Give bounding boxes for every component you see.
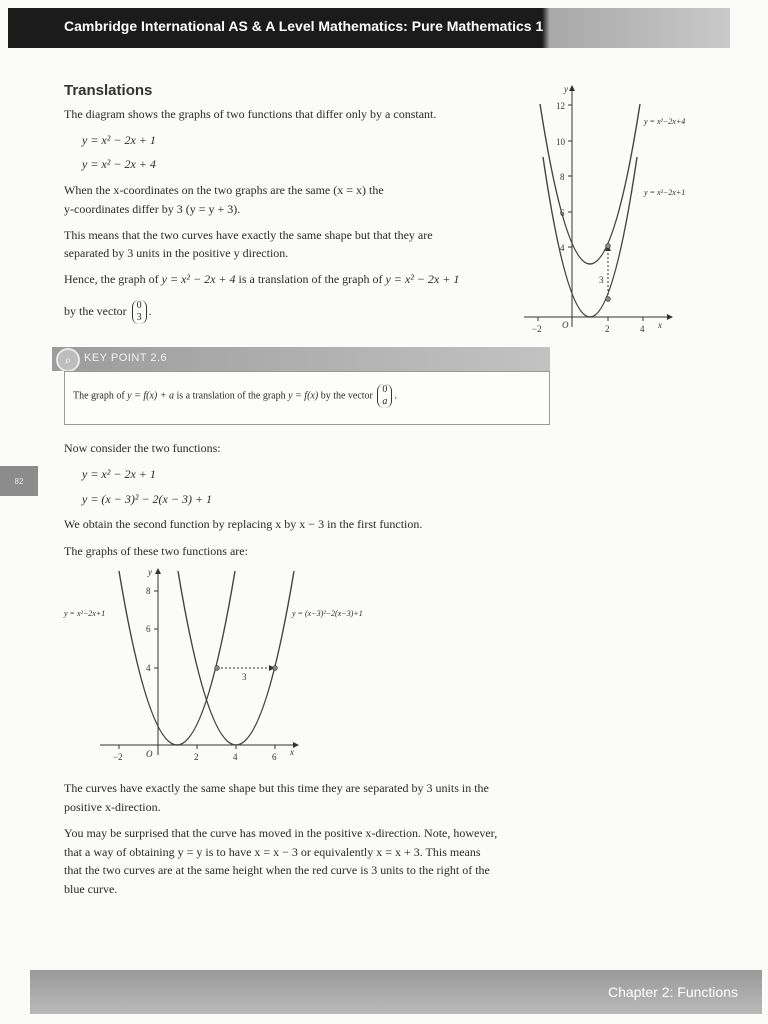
origin-label: O <box>146 749 153 759</box>
y-tick-4: 4 <box>146 663 151 673</box>
x-tick-2: 2 <box>194 752 199 762</box>
section2-paragraph-4a: You may be surprised that the curve has moved in the positive x-direction. Note, however, <box>64 826 498 840</box>
graph-vertical-translation <box>520 82 720 342</box>
y-axis-label: y <box>148 567 152 577</box>
y-tick-8: 8 <box>560 172 565 182</box>
curve-lower <box>543 157 637 317</box>
y-tick-6: 6 <box>146 624 151 634</box>
paragraph-3-start: Hence, the graph of <box>64 272 159 286</box>
paragraph-3-eq1: y = x² − 2x + 4 <box>161 272 236 286</box>
curve-upper <box>540 104 640 264</box>
shift-label: 3 <box>599 275 604 285</box>
section2-paragraph-3a: The curves have exactly the same shape but this time they are separated by 3 units in the <box>64 781 489 795</box>
section2-paragraph-1: We obtain the second function by replacing x by x − 3 in the first function. <box>64 517 423 531</box>
x-tick-2: 2 <box>605 324 610 334</box>
paragraph-3 <box>64 271 459 288</box>
magnifier-icon: ⌕ <box>56 348 80 372</box>
section2-paragraph-4d: blue curve. <box>64 882 118 896</box>
key-point-vector <box>377 384 392 408</box>
curve-original <box>119 571 235 745</box>
section2-paragraph-2: The graphs of these two functions are: <box>64 544 248 558</box>
key-point-text-b: is a translation of the graph <box>176 390 286 402</box>
y-tick-6: 6 <box>560 208 565 218</box>
origin-label: O <box>562 320 569 330</box>
section2-paragraph-4b: that a way of obtaining y = y is to have x = x − 3 or equivalently x = x + 3. This means <box>64 845 481 859</box>
paragraph-2b: separated by 3 units in the positive y direction. <box>64 246 289 260</box>
paragraph-4: by the vector 0 3 . <box>64 300 152 323</box>
key-point-eq-b: y = f(x) <box>288 390 319 402</box>
graph2-right-label: y = (x−3)²−2(x−3)+1 <box>292 609 363 618</box>
x-axis-label: x <box>658 320 662 330</box>
graph2-left-label: y = x²−2x+1 <box>64 609 106 618</box>
y-axis-label: y <box>564 84 568 94</box>
paragraph-1a: When the x-coordinates on the two graphs are the same (x = x) the <box>64 183 384 197</box>
graph1-lower-label: y = x²−2x+1 <box>644 188 686 197</box>
header-bar <box>8 8 730 48</box>
key-point-text-c: by the vector <box>320 390 373 402</box>
paragraph-2a: This means that the two curves have exactly the same shape but that they are <box>64 228 433 242</box>
x-tick-4: 4 <box>640 324 645 334</box>
curve-shifted <box>178 571 294 745</box>
graph1-upper-label: y = x²−2x+4 <box>644 117 686 126</box>
x-axis-label: x <box>290 747 294 757</box>
graph-horizontal-translation <box>96 565 306 770</box>
footer-bar <box>30 970 762 1014</box>
paragraph-3-eq2: y = x² − 2x + 1 <box>385 272 460 286</box>
key-vector-bottom: a <box>382 396 388 407</box>
section2-intro: Now consider the two functions: <box>64 441 221 455</box>
paragraph-3-mid: is a translation of the graph of <box>238 272 383 286</box>
vector-bottom: 3 <box>136 312 142 323</box>
book-title: Cambridge International AS & A Level Mathematics: Pure Mathematics 1 <box>64 18 544 34</box>
key-point-label: KEY POINT 2.6 <box>84 352 168 364</box>
x-tick-neg2: −2 <box>532 324 542 334</box>
paragraph-1b: y-coordinates differ by 3 (y = y + 3). <box>64 202 241 216</box>
section2-paragraph-4c: that the two curves are at the same height when the red curve is 3 units to the right of the <box>64 863 490 877</box>
paragraph-4-text: by the vector <box>64 303 127 318</box>
x-tick-neg2: −2 <box>113 752 123 762</box>
y-tick-4: 4 <box>560 243 565 253</box>
translation-vector <box>132 300 147 324</box>
page-number: 82 <box>14 476 24 486</box>
section2-equation-1: y = x² − 2x + 1 <box>82 467 156 481</box>
section2-paragraph-3b: positive x-direction. <box>64 800 161 814</box>
x-tick-4: 4 <box>233 752 238 762</box>
y-tick-8: 8 <box>146 586 151 596</box>
key-point-eq-a: y = f(x) + a <box>127 390 174 402</box>
equation-1: y = x² − 2x + 1 <box>82 133 156 147</box>
section2-equation-2: y = (x − 3)² − 2(x − 3) + 1 <box>82 492 213 506</box>
key-vector-top: 0 <box>382 384 388 395</box>
shift-label: 3 <box>242 672 247 682</box>
section-heading: Translations <box>64 82 153 99</box>
intro-text: The diagram shows the graphs of two functions that differ only by a constant. <box>64 107 437 121</box>
vector-top: 0 <box>136 300 142 311</box>
y-tick-12: 12 <box>556 101 565 111</box>
key-point-text-a: The graph of <box>73 390 125 402</box>
x-tick-6: 6 <box>272 752 277 762</box>
y-tick-10: 10 <box>556 137 565 147</box>
page-number-tab <box>0 466 38 496</box>
equation-2: y = x² − 2x + 4 <box>82 157 156 171</box>
key-point-text: The graph of y = f(x) + a is a translation of the graph y = f(x) by the vector 0 a. <box>73 384 397 407</box>
chapter-label: Chapter 2: Functions <box>608 984 738 1000</box>
